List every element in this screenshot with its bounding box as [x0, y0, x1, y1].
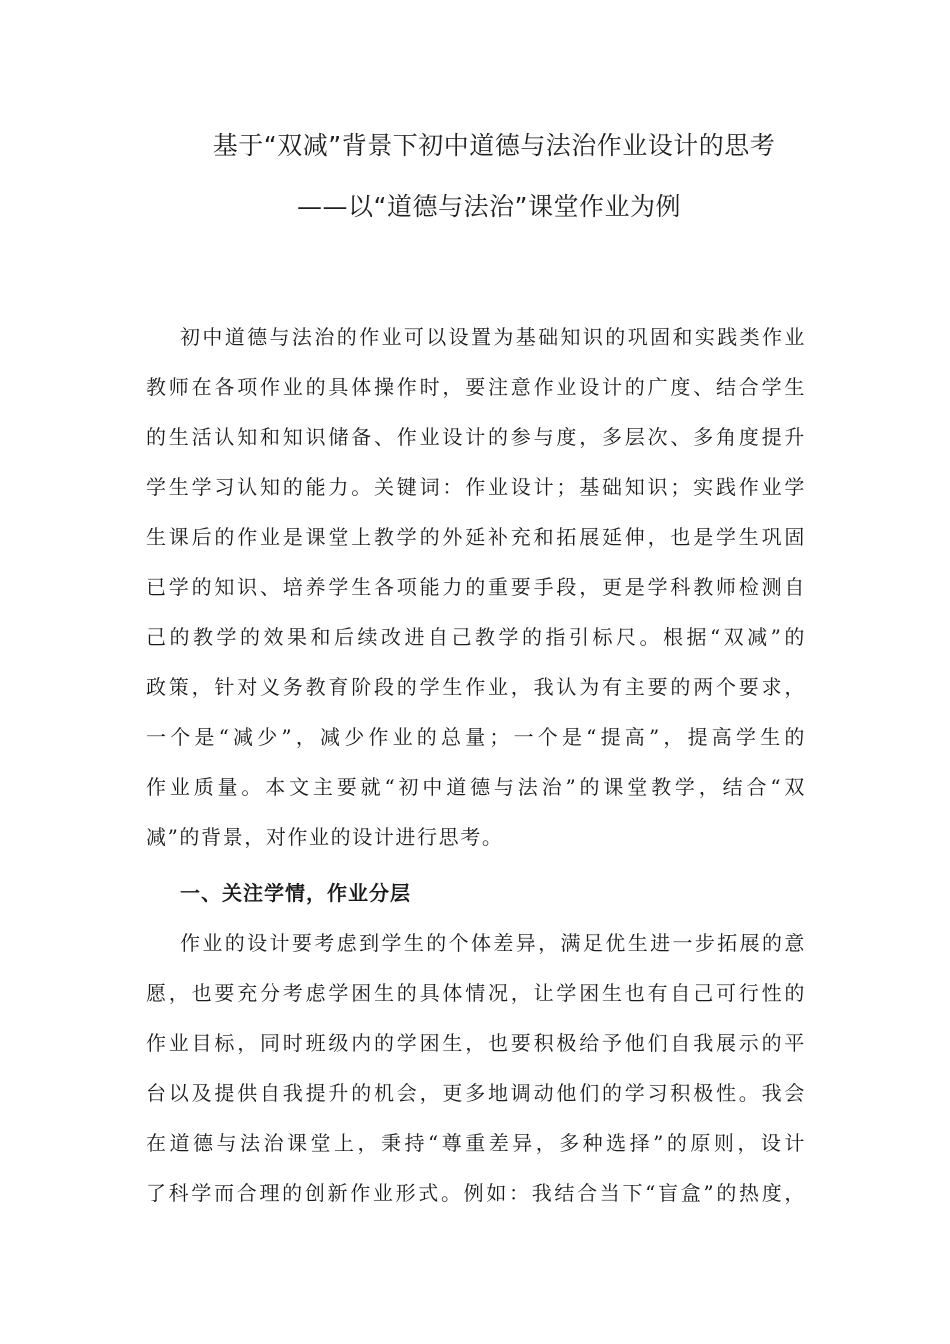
paragraph-line: 作业的设计要考虑到学生的个体差异，满足优生进一步拓展的意 — [180, 931, 806, 955]
paragraph-line: 教师在各项作业的具体操作时，要注意作业设计的广度、结合学生 — [146, 375, 806, 399]
paragraph-line: 生课后的作业是课堂上教学的外延补充和拓展延伸，也是学生巩固 — [146, 525, 806, 549]
document-subtitle: ——以“道德与法治”课堂作业为例 — [297, 192, 681, 221]
paragraph-line: 已学的知识、培养学生各项能力的重要手段，更是学科教师检测自 — [146, 575, 806, 599]
document-body — [146, 312, 806, 1224]
intro-paragraph — [146, 312, 806, 862]
paragraph-line: 作业目标，同时班级内的学困生，也要积极给予他们自我展示的平 — [146, 1031, 806, 1055]
title-block — [0, 128, 950, 225]
paragraph-line: 政策，针对义务教育阶段的学生作业，我认为有主要的两个要求， — [146, 675, 806, 699]
paragraph-line: 在道德与法治课堂上，秉持“尊重差异，多种选择”的原则，设计 — [146, 1131, 806, 1155]
paragraph-line: 学生学习认知的能力。关键词：作业设计；基础知识；实践作业学 — [146, 475, 806, 499]
paragraph-line: 初中道德与法治的作业可以设置为基础知识的巩固和实践类作业 — [180, 325, 806, 349]
paragraph-line: 愿，也要充分考虑学困生的具体情况，让学困生也有自己可行性的 — [146, 981, 806, 1005]
paragraph-line: 台以及提供自我提升的机会，更多地调动他们的学习积极性。我会 — [146, 1081, 806, 1105]
section-heading: 一、关注学情，作业分层 — [180, 881, 411, 905]
paragraph-line: 作业质量。本文主要就“初中道德与法治”的课堂教学，结合“双 — [146, 775, 806, 799]
paragraph-line: 己的教学的效果和后续改进自己教学的指引标尺。根据“双减”的 — [146, 625, 806, 649]
paragraph-line: 了科学而合理的创新作业形式。例如：我结合当下“盲盒”的热度， — [146, 1181, 806, 1205]
paragraph-line: 一个是“减少”，减少作业的总量；一个是“提高”，提高学生的 — [146, 725, 806, 749]
section1-paragraph — [146, 918, 806, 1218]
paragraph-line: 减”的背景，对作业的设计进行思考。 — [146, 825, 504, 849]
document-title: 基于“双减”背景下初中道德与法治作业设计的思考 — [212, 131, 776, 160]
paragraph-line: 的生活认知和知识储备、作业设计的参与度，多层次、多角度提升 — [146, 425, 806, 449]
